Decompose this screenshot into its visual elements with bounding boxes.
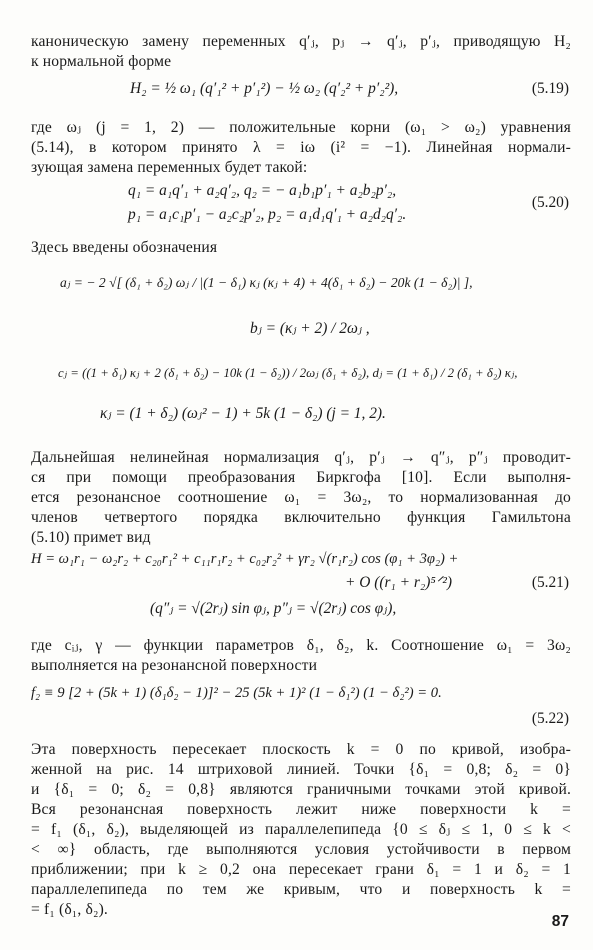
equation-5-20-row1: q₁ = a₁q′₁ + a₂q′₂, q₂ = − a₁b₁p′₁ + a₂b₂p′₂, — [128, 182, 397, 199]
formula-kappa-j: κⱼ = (1 + δ₂) (ωⱼ² − 1) + 5k (1 − δ₂) (j = 1, 2). — [100, 405, 386, 422]
text-line: ется резонансное соотношение ω₁ = 3ω₂, то нормализованная до — [31, 489, 571, 506]
text-line: < ∞} область, где выполняются условия устойчивости в первом — [31, 841, 571, 858]
text-line: параллелепипеда по тем же кривым, что и поверхность k = — [31, 881, 571, 898]
text-line: Дальнейшая нелинейная нормализация q′ⱼ, p′ⱼ → q″ⱼ, p″ⱼ проводит- — [31, 449, 571, 466]
formula-b-j: bⱼ = (κⱼ + 2) / 2ωⱼ , — [250, 320, 370, 337]
text-line: и {δ₁ = 0; δ₂ = 0,8} являются граничными точками этой кривой. — [31, 781, 571, 798]
page-number: 87 — [551, 913, 569, 930]
equation-number: (5.19) — [531, 80, 569, 97]
text-line: = f₁ (δ₁, δ₂), выделяющей из параллелепипеда {0 ≤ δⱼ ≤ 1, 0 ≤ k < — [31, 821, 571, 838]
text-line: зующая замена переменных будет такой: — [31, 159, 308, 176]
text-line: женной на рис. 14 штриховой линией. Точки {δ₁ = 0,8; δ₂ = 0} — [31, 761, 571, 778]
equation-5-19: H₂ = ½ ω₁ (q′₁² + p′₁²) − ½ ω₂ (q′₂² + p′₂²), — [130, 80, 399, 97]
equation-number: (5.22) — [531, 710, 569, 727]
text-line: (5.10) примет вид — [31, 529, 151, 546]
text-line: каноническую замену переменных q′ⱼ, pⱼ → q′ⱼ, p′ⱼ, приводящую H₂ — [31, 33, 571, 50]
equation-5-21-row1: H = ω₁r₁ − ω₂r₂ + c₂₀r₁² + c₁₁r₁r₂ + c₀₂r₂² + γr₂ √(r₁r₂) cos (φ₁ + 3φ₂) + — [31, 551, 459, 567]
text-line: где ωⱼ (j = 1, 2) — положительные корни (ω₁ > ω₂) уравнения — [31, 119, 571, 136]
equation-number: (5.20) — [531, 194, 569, 211]
equation-5-21-row2: + O ((r₁ + r₂)⁵ᐟ²) — [345, 574, 452, 591]
text-line: приближении; при k ≥ 0,2 она пересекает грани δ₁ = 1 и δ₂ = 1 — [31, 861, 571, 878]
formula-a-j: aⱼ = − 2 √[ (δ₁ + δ₂) ωⱼ / |(1 − δ₁) κⱼ (κⱼ + 4) + 4(δ₁ + δ₂) − 20k (1 − δ₂)| ], — [60, 275, 473, 290]
text-line: = f₁ (δ₁, δ₂). — [31, 901, 108, 918]
equation-5-22: f₂ ≡ 9 [2 + (5k + 1) (δ₁δ₂ − 1)]² − 25 (5k + 1)² (1 − δ₁²) (1 − δ₂²) = 0. — [31, 685, 442, 701]
text-line: Вся резонансная поверхность лежит ниже поверхности k = — [31, 801, 571, 818]
equation-5-20-row2: p₁ = a₁c₁p′₁ − a₂c₂p′₂, p₂ = a₁d₁q′₁ + a₂d₂q′₂. — [128, 206, 407, 223]
text-line: (5.14), в котором принято λ = iω (i² = −1). Линейная нормали- — [31, 139, 571, 156]
text-line: где cᵢⱼ, γ — функции параметров δ₁, δ₂, k. Соотношение ω₁ = 3ω₂ — [31, 637, 571, 654]
text-line: ся при помощи преобразования Биркгофа [10]. Если выполня- — [31, 469, 571, 486]
equation-5-21-row3: (q″ⱼ = √(2rⱼ) sin φⱼ, p″ⱼ = √(2rⱼ) cos φⱼ), — [150, 600, 397, 617]
formula-c-d-j: cⱼ = ((1 + δ₁) κⱼ + 2 (δ₁ + δ₂) − 10k (1 − δ₂)) / 2ωⱼ (δ₁ + δ₂), dⱼ = (1 + δ₁) / 2 (δ₁ + δ₂) κⱼ, — [58, 366, 518, 380]
text-line: Эта поверхность пересекает плоскость k = 0 по кривой, изобра- — [31, 741, 571, 758]
text-line: членов четвертого порядка включительно функция Гамильтона — [31, 509, 571, 526]
text-line: выполняется на резонансной поверхности — [31, 657, 318, 674]
equation-number: (5.21) — [531, 574, 569, 591]
text-line: к нормальной форме — [31, 53, 172, 70]
text-line: Здесь введены обозначения — [31, 239, 218, 256]
